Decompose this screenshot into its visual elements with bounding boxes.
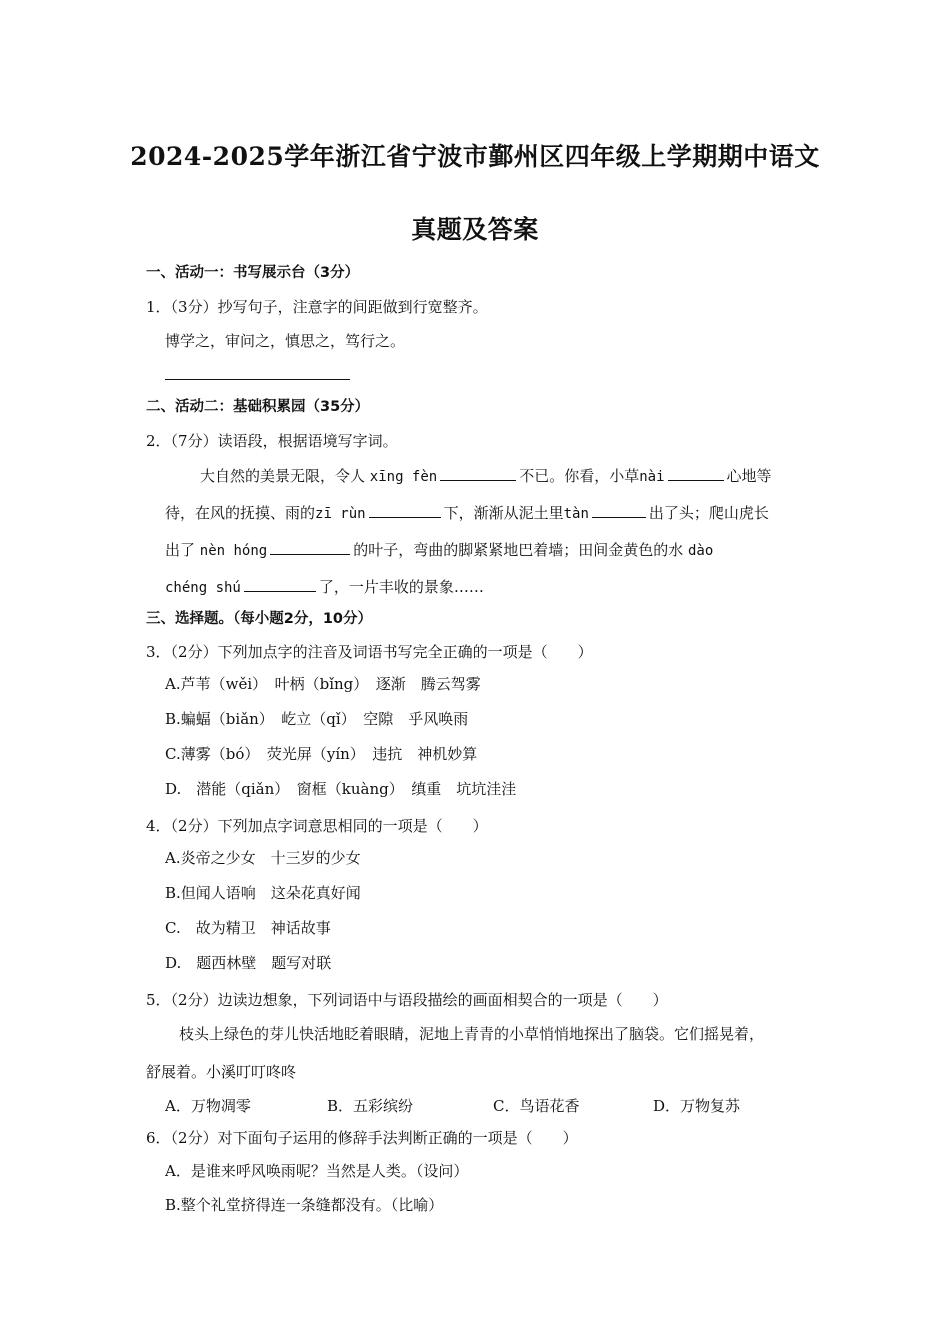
q3-option-c[interactable]: C.薄雾（bó） 荧光屏（yín） 违抗 神机妙算	[165, 745, 478, 763]
text: 出了头；爬山虎长	[648, 504, 769, 522]
title-line-2: 真题及答案	[411, 215, 539, 244]
title-line-1: 2024-2025学年浙江省宁波市鄞州区四年级上学期期中语文	[130, 142, 820, 171]
q3-option-b[interactable]: B.蝙蝠（biǎn） 屹立（qǐ） 空隙 乎风唤雨	[165, 710, 469, 728]
question-5-passage-1: 枝头上绿色的芽儿快活地眨着眼睛，泥地上青青的小草悄悄地探出了脑袋。它们摇晃着，	[179, 1025, 765, 1043]
question-2: 2．（7分）读语段，根据语境写字词。	[146, 432, 398, 450]
text: 不已。你看，小草	[519, 467, 640, 485]
section-3-heading: 三、选择题。（每小题2分，10分）	[146, 611, 373, 627]
pinyin: nèn hóng	[199, 543, 268, 559]
q3-option-d[interactable]: D. 潜能（qiǎn） 窗框（kuàng） 缜重 坑坑洼洼	[165, 780, 517, 798]
q6-option-a[interactable]: A．是谁来呼风唤雨呢？当然是人类。（设问）	[165, 1162, 469, 1180]
q5-option-b[interactable]: B．五彩缤纷	[327, 1097, 414, 1115]
pinyin: xīng fèn	[369, 469, 438, 485]
q3-option-a[interactable]: A.芦苇（wěi） 叶柄（bǐng） 逐渐 腾云驾雾	[165, 675, 481, 693]
text: 了，一片丰收的景象……	[318, 578, 484, 596]
q4-option-d[interactable]: D. 题西林壁 题写对联	[165, 954, 332, 972]
fill-blank[interactable]	[270, 539, 350, 555]
q4-option-b[interactable]: B.但闻人语响 这朵花真好闻	[165, 884, 361, 902]
question-5: 5．（2分）边读边想象，下列词语中与语段描绘的画面相契合的一项是（ ）	[146, 991, 668, 1009]
q6-option-b[interactable]: B.整个礼堂挤得连一条缝都没有。（比喻）	[165, 1196, 444, 1214]
fill-blank[interactable]	[244, 576, 316, 592]
answer-line[interactable]	[165, 379, 350, 380]
question-2-line-2	[165, 502, 769, 524]
question-5-passage-2: 舒展着。小溪叮叮咚咚	[146, 1063, 297, 1081]
text: 心地等	[726, 467, 772, 485]
question-2-line-3	[165, 539, 713, 561]
text: 出了	[165, 541, 200, 559]
text: 待，在风的抚摸、雨的	[165, 504, 316, 522]
q4-option-a[interactable]: A.炎帝之少女 十三岁的少女	[165, 849, 361, 867]
q5-option-c[interactable]: C．鸟语花香	[493, 1097, 580, 1115]
q5-option-d[interactable]: D．万物复苏	[653, 1097, 741, 1115]
question-3: 3．（2分）下列加点字的注音及词语书写完全正确的一项是（ ）	[146, 643, 593, 661]
pinyin: tàn	[563, 506, 589, 522]
section-1-heading: 一、活动一：书写展示台（3分）	[146, 265, 360, 281]
question-4: 4．（2分）下列加点字词意思相同的一项是（ ）	[146, 817, 488, 835]
fill-blank[interactable]	[440, 465, 516, 481]
fill-blank[interactable]	[668, 465, 724, 481]
text: 的叶子，弯曲的脚紧紧地巴着墙；田间金黄色的水	[353, 541, 688, 559]
pinyin: chéng shú	[165, 580, 241, 596]
pinyin: nài	[639, 469, 665, 485]
question-2-line-1	[200, 465, 772, 487]
fill-blank[interactable]	[592, 502, 646, 518]
q5-option-a[interactable]: A．万物凋零	[165, 1097, 251, 1115]
question-6: 6．（2分）对下面句子运用的修辞手法判断正确的一项是（ ）	[146, 1129, 578, 1147]
question-1-sentence: 博学之，审问之，慎思之，笃行之。	[165, 332, 406, 350]
section-2-heading: 二、活动二：基础积累园（35分）	[146, 399, 370, 415]
question-1: 1．（3分）抄写句子，注意字的间距做到行宽整齐。	[146, 298, 488, 316]
pinyin: dào	[688, 543, 714, 559]
fill-blank[interactable]	[369, 502, 441, 518]
text: 大自然的美景无限，令人	[200, 467, 370, 485]
q4-option-c[interactable]: C. 故为精卫 神话故事	[165, 919, 331, 937]
pinyin: zī rùn	[315, 506, 366, 522]
text: 下，渐渐从泥土里	[443, 504, 564, 522]
question-2-line-4	[165, 576, 484, 598]
